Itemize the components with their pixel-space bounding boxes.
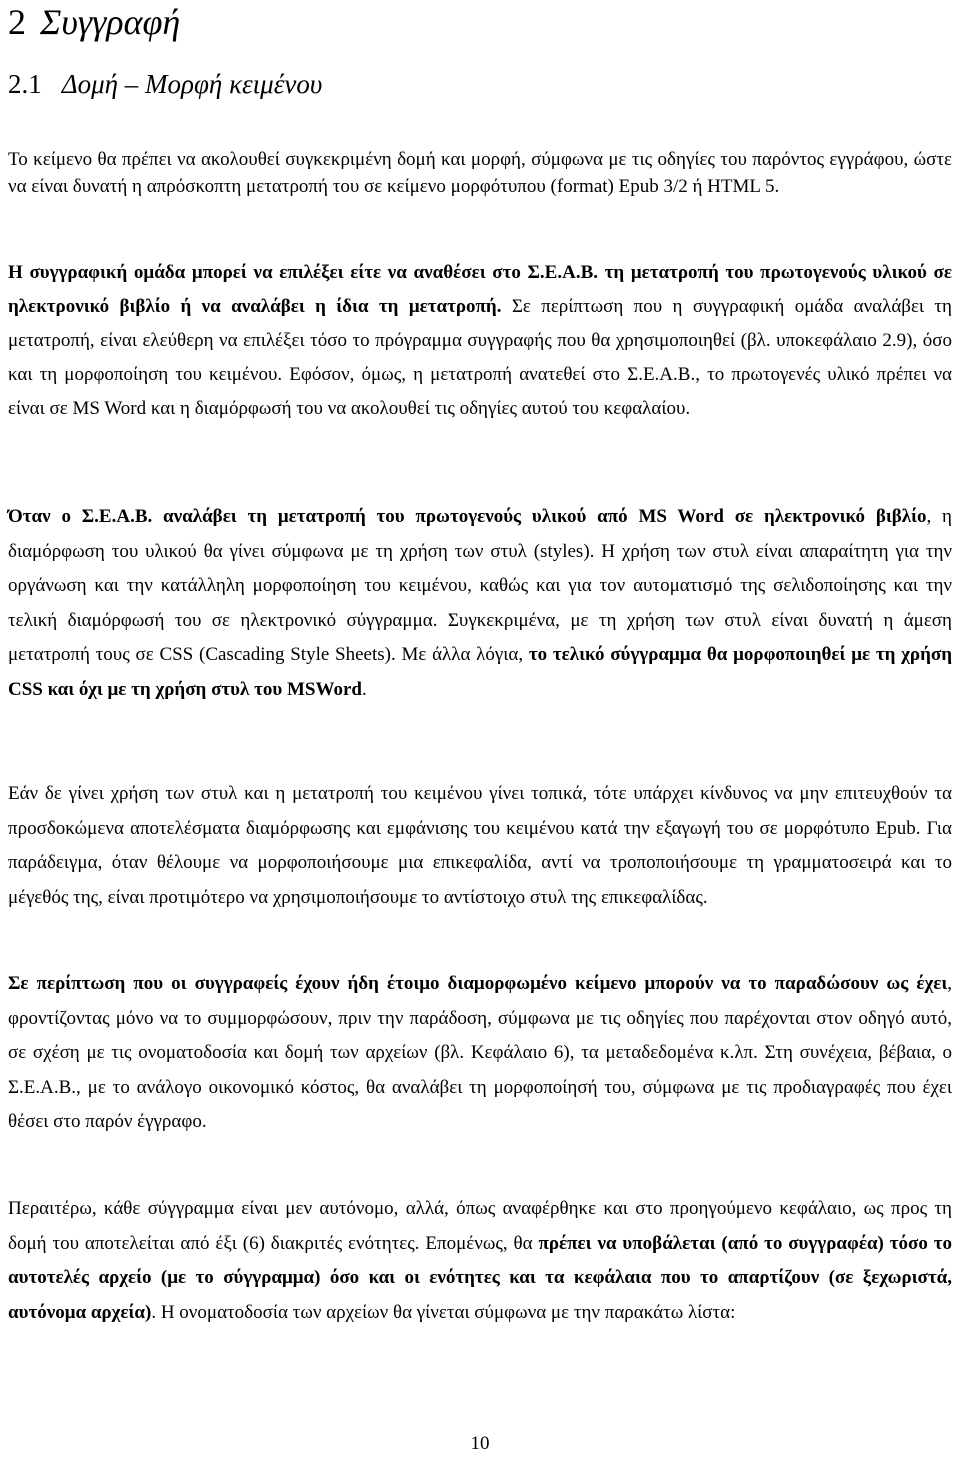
bold-text-run: το τελικό σύγγραμμα θα μορφοποιηθεί με τη χρήση CSS και όχι με τη χρήση στυλ του MSWord	[8, 644, 952, 700]
paragraph-format-intro	[8, 146, 952, 200]
text-run: . Η ονοματοδοσία των αρχείων θα γίνεται σύμφωνα με την παρακάτω λίστα:	[151, 1301, 736, 1323]
text-run: Το κείμενο θα πρέπει να ακολουθεί συγκεκριμένη δομή και μορφή, σύμφωνα με τις οδηγίες του παρόντος εγγράφου, ώστε να είναι δυνατή η απρόσκοπτη μετατροπή του σε κείμενο μορφότυπου (format) Epub 3/2 ή HTML 5.	[8, 149, 952, 197]
text-run: Περαιτέρω, κάθε σύγγραμμα είναι μεν αυτόνομο, αλλά, όπως αναφέρθηκε και στο προηγούμενο κεφάλαιο, ως προς τη δομή του αποτελείται από έξι (6) διακριτές ενότητες. Επομένως, θα	[8, 1198, 952, 1254]
section-title: Δομή – Μορφή κειμένου	[61, 69, 323, 99]
text-run: .	[361, 678, 367, 700]
bold-text-run: Όταν ο Σ.Ε.Α.Β. αναλάβει τη μετατροπή του πρωτογενούς υλικού από MS Word σε ηλεκτρονικό βιβλίο	[8, 506, 927, 527]
bold-text-run: πρέπει να υποβάλεται (από το συγγραφέα) τόσο το αυτοτελές αρχείο (με το σύγγραμμα) όσο και οι ενότητες και τα κεφάλαια που το απαρτίζουν (σε ξεχωριστά, αυτόνομα αρχεία)	[8, 1232, 952, 1323]
chapter-number: 2	[8, 2, 26, 42]
text-run: , φροντίζοντας μόνο να το συμμορφώσουν, πριν την παράδοση, σύμφωνα με τις οδηγίες που παρέχονται στον οδηγό αυτό, σε σχέση με τις ονοματοδοσία και δομή των αρχείων (βλ. Κεφάλαιο 6), τα μεταδεδομένα κ.λπ. Στη συνέχεια, βέβαια, ο Σ.Ε.Α.Β., με το ανάλογο οικονομικό κόστος, θα αναλάβει τη μορφοποίησή του, σύμφωνα με τις προδιαγραφές που έχει θέσει στο παρόν έγγραφο.	[8, 973, 952, 1132]
paragraph-styles-usage	[8, 500, 952, 707]
bold-text-run: Σε περίπτωση που οι συγγραφείς έχουν ήδη έτοιμο διαμορφωμένο κείμενο μπορούν να το παραδώσουν ως έχει	[8, 973, 948, 994]
chapter-heading	[8, 0, 180, 44]
bold-text-run: Η συγγραφική ομάδα μπορεί να επιλέξει είτε να αναθέσει στο Σ.Ε.Α.Β. τη μετατροπή του πρωτογενούς υλικού σε ηλεκτρονικό βιβλίο ή να αναλάβει η ίδια τη μετατροπή.	[8, 262, 952, 317]
section-heading	[8, 64, 322, 104]
text-run: Σε περίπτωση που η συγγραφική ομάδα αναλάβει τη μετατροπή, είναι ελεύθερη να επιλέξει τόσο το πρόγραμμα συγγραφής που θα χρησιμοποιηθεί (βλ. υποκεφάλαιο 2.9), όσο και τη μορφοποίηση του κειμένου. Εφόσον, όμως, η μετατροπή ανατεθεί στο Σ.Ε.Α.Β., το πρωτογενές υλικό πρέπει να είναι σε MS Word και η διαμόρφωσή του να ακολουθεί τις οδηγίες αυτού του κεφαλαίου.	[8, 296, 952, 419]
text-run: , η διαμόρφωση του υλικού θα γίνει σύμφωνα με τη χρήση των στυλ (styles). Η χρήση των στυλ είναι απαραίτητη για την οργάνωση και την κατάλληλη μορφοποίηση του κειμένου, καθώς και για τον αυτοματισμό της σελιδοποίησης και την τελική διαμόρφωσή του σε ηλεκτρονικό σύγγραμμα. Συγκεκριμένα, με τη χρήση των στυλ είναι δυνατή η άμεση μετατροπή τους σε CSS (Cascading Style Sheets). Με άλλα λόγια,	[8, 506, 952, 665]
chapter-title: Συγγραφή	[40, 2, 181, 42]
paragraph-no-styles-risk	[8, 777, 952, 915]
text-run: Εάν δε γίνει χρήση των στυλ και η μετατροπή του κειμένου γίνει τοπικά, τότε υπάρχει κίνδυνος να μην επιτευχθούν τα προσδοκώμενα αποτελέσματα διαμόρφωσης και εμφάνισης του κειμένου κατά την εξαγωγή του σε μορφότυπο Epub. Για παράδειγμα, όταν θέλουμε να μορφοποιήσουμε μια επικεφαλίδα, αντί να τροποποιήσουμε τη γραμματοσειρά και το μέγεθός της, είναι προτιμότερο να χρησιμοποιήσουμε το αντίστοιχο στυλ της επικεφαλίδας.	[8, 783, 952, 908]
page-number: 10	[470, 1433, 490, 1454]
paragraph-file-submission	[8, 1192, 952, 1330]
section-number: 2.1	[8, 69, 42, 99]
paragraph-conversion-choice	[8, 256, 952, 426]
paragraph-preformatted-text	[8, 967, 952, 1140]
